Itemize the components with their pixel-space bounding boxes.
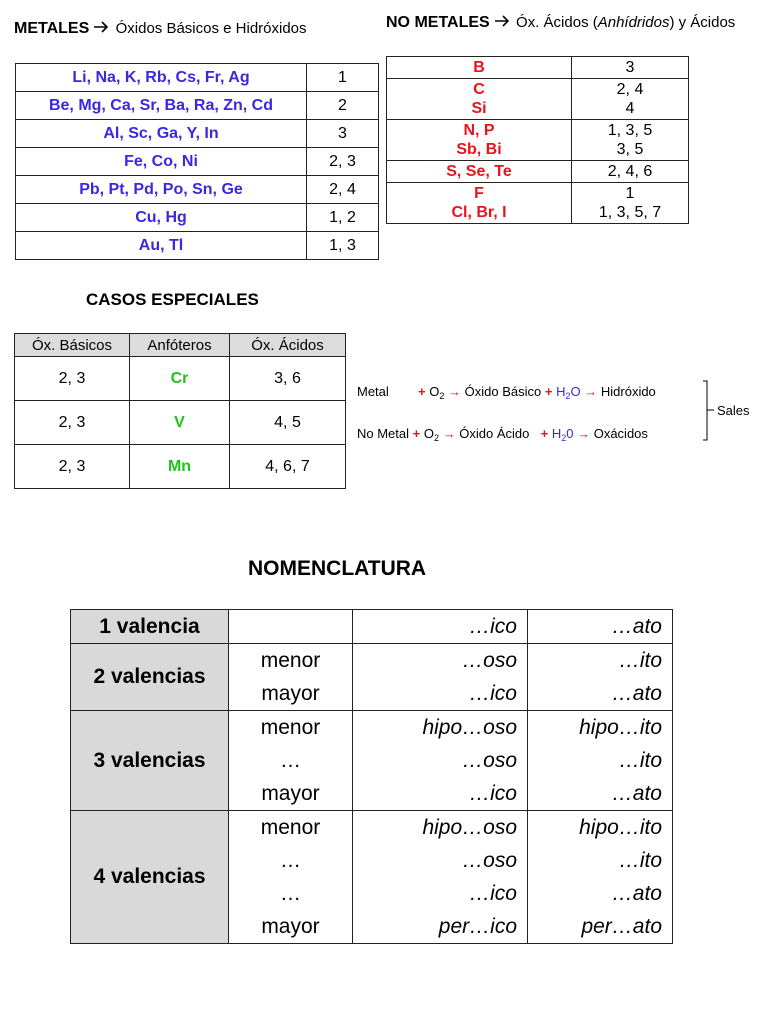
nomenclatura-order: … [280, 882, 301, 905]
nomenclatura-order: mayor [261, 682, 320, 705]
no-metales-row [387, 183, 689, 224]
casos-header-row [15, 334, 346, 357]
metales-valence: 2, 4 [307, 176, 379, 204]
casos-anfotero: Cr [130, 357, 230, 401]
no-metales-valences [572, 161, 689, 183]
no-metales-valences [572, 79, 689, 120]
nomenclatura-salt-suffix: …ato [611, 882, 662, 905]
metales-row [16, 148, 379, 176]
no-metales-valence: 1 [625, 185, 635, 202]
nomenclatura-salt-suffix: …ato [611, 682, 662, 705]
eq1-product2: Hidróxido [600, 384, 656, 399]
nomenclatura-oxide-suffix: …oso [462, 649, 517, 672]
metales-subtitle: Óxidos Básicos e Hidróxidos [115, 20, 307, 37]
nomenclatura-oxide-suffix: …oso [462, 849, 517, 872]
metales-valence: 3 [307, 120, 379, 148]
metales-elements: Li, Na, K, Rb, Cs, Fr, Ag [16, 64, 307, 92]
eq2-water: $H_20$ [551, 426, 574, 443]
casos-basicos: 2, 3 [15, 445, 130, 489]
metales-row [16, 176, 379, 204]
no-metales-elements [387, 79, 572, 120]
nomenclatura-order: menor [260, 816, 321, 839]
nomenclatura-table [70, 609, 673, 944]
casos-anfotero: Mn [130, 445, 230, 489]
nomenclatura-oxide-suffix: …ico [469, 682, 517, 705]
nomenclatura-order: … [280, 749, 301, 772]
nomenclatura-label: 2 valencias [71, 644, 229, 711]
equation-no-metal [357, 426, 648, 443]
no-metales-element: Cl, Br, I [451, 204, 507, 221]
eq2-plus2: + [540, 426, 549, 441]
casos-header: Óx. Básicos [15, 334, 130, 357]
metales-row [16, 120, 379, 148]
casos-anfotero: V [130, 401, 230, 445]
nomenclatura-label: 4 valencias [71, 811, 229, 944]
metales-header [14, 20, 307, 38]
no-metales-row [387, 120, 689, 161]
no-metales-valences [572, 183, 689, 224]
arrow-right-icon: → [448, 384, 462, 399]
metales-elements: Au, Tl [16, 232, 307, 260]
nomenclatura-salt-suffix: …ito [618, 749, 662, 772]
no-metales-row [387, 161, 689, 183]
casos-row [15, 357, 346, 401]
metales-elements: Be, Mg, Ca, Sr, Ba, Ra, Zn, Cd [16, 92, 307, 120]
no-metales-elements [387, 57, 572, 79]
eq1-product1: Óxido Básico [464, 384, 542, 399]
no-metales-elements [387, 183, 572, 224]
arrow-right-icon: → [577, 426, 591, 441]
no-metales-subtitle-italic: Anhídridos [597, 14, 670, 31]
nomenclatura-order: menor [260, 716, 321, 739]
nomenclatura-salt-suffix: hipo…ito [579, 716, 662, 739]
metales-table [15, 63, 379, 260]
no-metales-element: Sb, Bi [456, 141, 502, 158]
no-metales-valences [572, 57, 689, 79]
casos-basicos: 2, 3 [15, 401, 130, 445]
metales-title: METALES [14, 20, 90, 37]
no-metales-subtitle-pre: Óx. Ácidos ( [516, 14, 598, 31]
no-metales-row [387, 79, 689, 120]
metales-row [16, 92, 379, 120]
metales-valence: 1, 2 [307, 204, 379, 232]
eq2-product1: Óxido Ácido [459, 426, 530, 441]
nomenclatura-label: 1 valencia [71, 610, 229, 644]
no-metales-valence: 3, 5 [616, 141, 644, 158]
nomenclatura-order-cell [229, 811, 353, 944]
metales-valence: 1, 3 [307, 232, 379, 260]
no-metales-header [386, 14, 735, 32]
no-metales-valence: 4 [625, 100, 635, 117]
casos-header: Óx. Ácidos [230, 334, 346, 357]
casos-header: Anfóteros [130, 334, 230, 357]
no-metales-table [386, 56, 689, 224]
eq1-water: $H_2O$ [556, 384, 581, 401]
nomenclatura-oxide-suffix: …oso [462, 749, 517, 772]
no-metales-element: Si [471, 100, 487, 117]
no-metales-valence: 2, 4, 6 [607, 163, 653, 180]
no-metales-element: N, P [463, 122, 495, 139]
metales-row [16, 204, 379, 232]
nomenclatura-title: NOMENCLATURA [248, 557, 427, 580]
nomenclatura-salt-suffix-cell [528, 644, 673, 711]
nomenclatura-oxide-suffix-cell [353, 711, 528, 811]
nomenclatura-salt-suffix-cell [528, 811, 673, 944]
eq1-reactant: Metal [357, 384, 389, 399]
arrow-right-icon: → [442, 426, 456, 441]
nomenclatura-order-cell [229, 610, 353, 644]
nomenclatura-oxide-suffix-cell [353, 644, 528, 711]
casos-row [15, 445, 346, 489]
no-metales-subtitle-post: ) y Ácidos [669, 14, 736, 31]
nomenclatura-salt-suffix-cell [528, 711, 673, 811]
nomenclatura-oxide-suffix-cell [353, 610, 528, 644]
nomenclatura-salt-suffix: …ito [618, 849, 662, 872]
no-metales-valence: 3 [625, 59, 635, 76]
no-metales-valence: 1, 3, 5 [607, 122, 653, 139]
nomenclatura-row [71, 711, 673, 811]
casos-especiales-title: CASOS ESPECIALES [86, 290, 259, 309]
eq1-oxygen: $O_2$ [429, 384, 445, 401]
metales-valence: 1 [307, 64, 379, 92]
sales-bracket-icon [702, 380, 716, 447]
nomenclatura-oxide-suffix: …ico [469, 882, 517, 905]
metales-elements: Pb, Pt, Pd, Po, Sn, Ge [16, 176, 307, 204]
nomenclatura-oxide-suffix: per…ico [438, 915, 517, 938]
no-metales-title: NO METALES [386, 14, 490, 31]
metales-elements: Cu, Hg [16, 204, 307, 232]
no-metales-valence: 2, 4 [616, 81, 644, 98]
arrow-right-icon [93, 20, 111, 37]
nomenclatura-salt-suffix: …ato [611, 782, 662, 805]
nomenclatura-order [239, 610, 342, 643]
no-metales-elements [387, 120, 572, 161]
eq2-oxygen: $O_2$ [423, 426, 440, 443]
casos-basicos: 2, 3 [15, 357, 130, 401]
nomenclatura-order-cell [229, 644, 353, 711]
metales-row [16, 64, 379, 92]
eq1-plus: + [418, 384, 426, 399]
eq2-reactant: No Metal [357, 426, 410, 441]
nomenclatura-oxide-suffix: hipo…oso [422, 816, 517, 839]
nomenclatura-oxide-suffix: …ico [469, 615, 517, 638]
casos-acidos: 4, 5 [230, 401, 346, 445]
metales-valence: 2 [307, 92, 379, 120]
casos-acidos: 4, 6, 7 [230, 445, 346, 489]
no-metales-element: C [473, 81, 485, 98]
nomenclatura-order: mayor [261, 782, 320, 805]
metales-elements: Fe, Co, Ni [16, 148, 307, 176]
nomenclatura-label: 3 valencias [71, 711, 229, 811]
nomenclatura-row [71, 644, 673, 711]
metales-row [16, 232, 379, 260]
casos-especiales-table [14, 333, 346, 489]
casos-row [15, 401, 346, 445]
eq1-plus2: + [544, 384, 553, 399]
metales-elements: Al, Sc, Ga, Y, In [16, 120, 307, 148]
nomenclatura-oxide-suffix: …ico [469, 782, 517, 805]
no-metales-valence: 1, 3, 5, 7 [598, 204, 662, 221]
nomenclatura-oxide-suffix-cell [353, 811, 528, 944]
arrow-right-icon [494, 14, 512, 31]
eq2-plus: + [412, 426, 421, 441]
no-metales-element: B [473, 59, 485, 76]
nomenclatura-order: … [280, 849, 301, 872]
nomenclatura-salt-suffix: per…ato [581, 915, 662, 938]
nomenclatura-row [71, 610, 673, 644]
nomenclatura-salt-suffix: …ito [618, 649, 662, 672]
nomenclatura-order: menor [260, 649, 321, 672]
nomenclatura-salt-suffix: hipo…ito [579, 816, 662, 839]
metales-valence: 2, 3 [307, 148, 379, 176]
arrow-right-icon: → [584, 384, 598, 399]
casos-acidos: 3, 6 [230, 357, 346, 401]
nomenclatura-salt-suffix-cell [528, 610, 673, 644]
no-metales-row [387, 57, 689, 79]
no-metales-valences [572, 120, 689, 161]
nomenclatura-row [71, 811, 673, 944]
no-metales-element: S, Se, Te [446, 163, 512, 180]
equation-metal [357, 384, 656, 401]
sales-label: Sales [717, 403, 750, 418]
nomenclatura-order: mayor [261, 915, 320, 938]
no-metales-elements [387, 161, 572, 183]
nomenclatura-order-cell [229, 711, 353, 811]
no-metales-element: F [474, 185, 484, 202]
nomenclatura-salt-suffix: …ato [611, 615, 662, 638]
nomenclatura-oxide-suffix: hipo…oso [422, 716, 517, 739]
eq2-product2: Oxácidos [593, 426, 648, 441]
